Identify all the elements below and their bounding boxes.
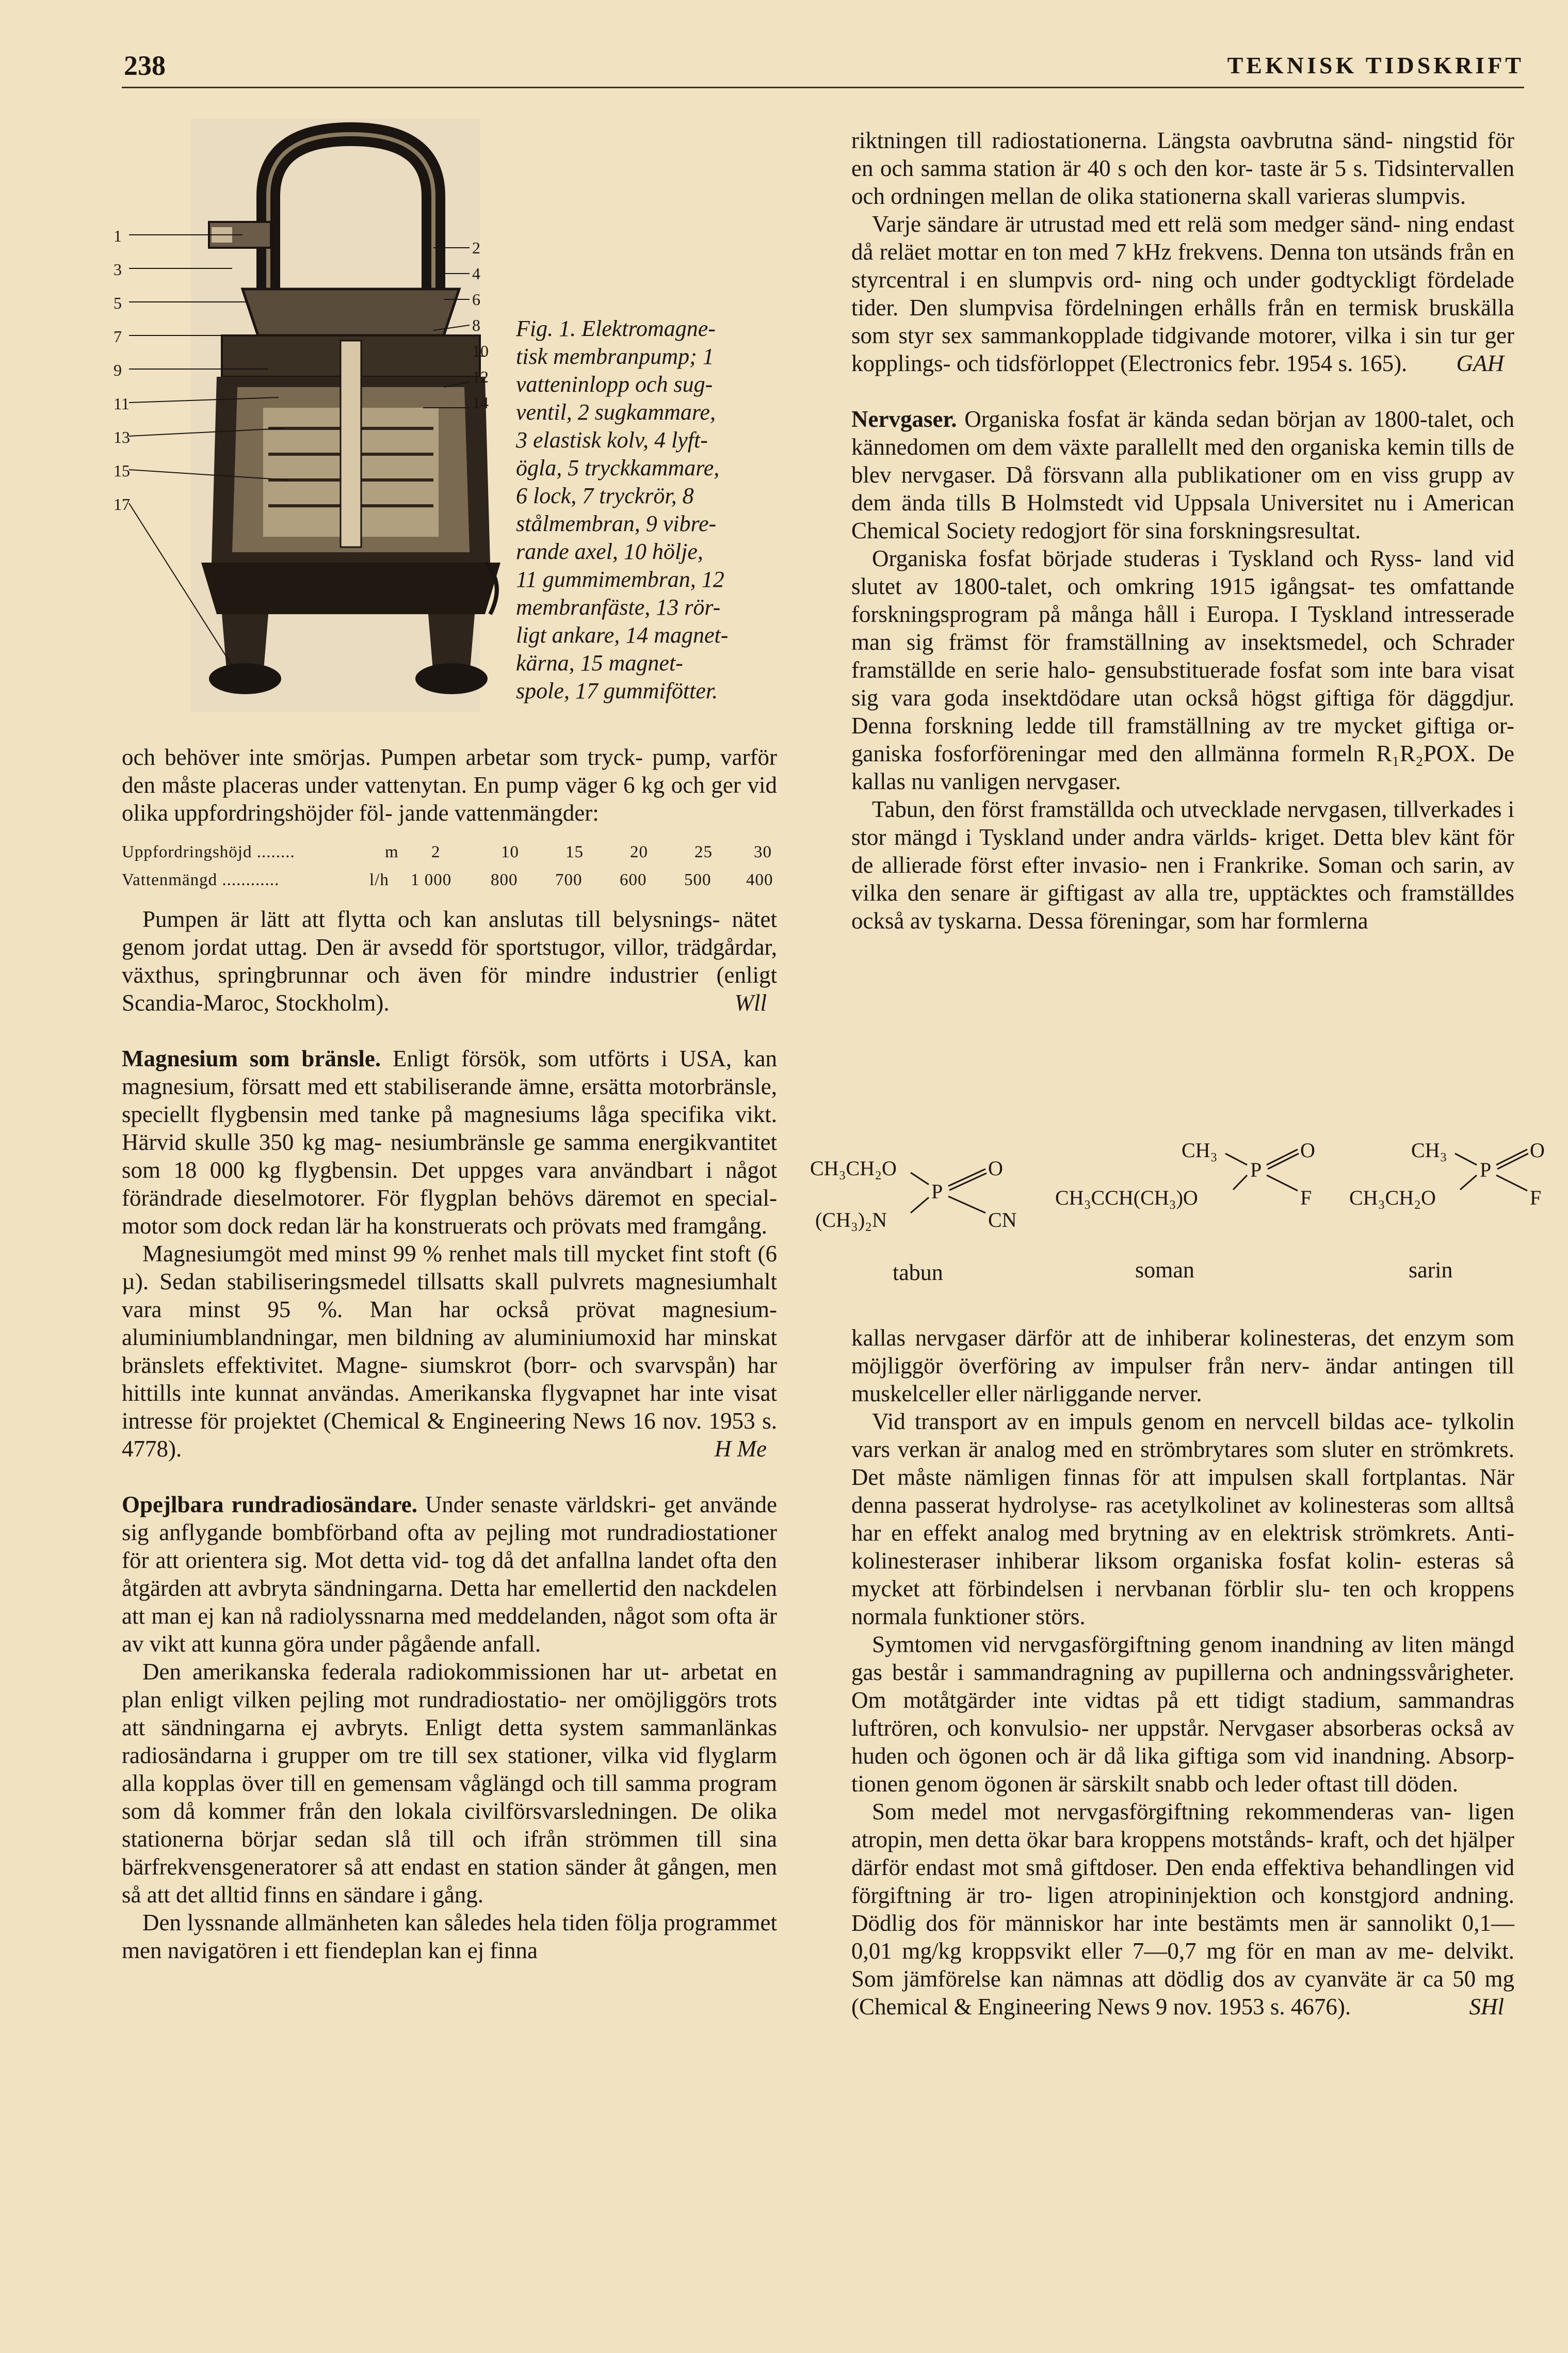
magnesium-paragraph: Magnesiumgöt med minst 99 % renhet mals till mycket fint stoft (6 µ). Sedan stabiliseringsmedel tillsatts skall pulvrets magnesiumhalt vara minst 95 %. Man har också prövat magnesium-aluminiumblandningar, men bildning av aluminiumoxid har minskat bränslets effektivitet. Magne- siumskrot (borr- och svarvspån) har hittills inte kunnat användas. Amerikanska flygvapnet har inte visat intresse för projektet (Chemical & Engineering News 16 nov. 1953 s. 4778). H Me (122, 1241, 778, 1462)
signature: SHl (1469, 1994, 1504, 2020)
caption-line: ventil, 2 sugkammare, (516, 399, 716, 425)
table-cell: 2 (431, 843, 441, 861)
table-cell: 600 (620, 871, 647, 889)
table-row (122, 866, 777, 894)
callout-6: 6 (472, 290, 480, 309)
callouts-right (472, 235, 498, 415)
caption-line: 11 gummimembran, 12 (516, 567, 724, 592)
magnesium-paragraph: Magnesium som bränsle. Enligt försök, som utförts i USA, kan magnesium, försatt med ett stabiliserande ämne, ersätta motorbränsle, speciellt flygbensin med tanke på magnesiums låga specifika vikt. Härvid skulle 350 kg mag- nesiumbränsle ge samma energikvantitet som 18 000 kg flygbensin. Det uppges vara användbart i något förändrade dieselmotorer. För flygplan behövs däremot en special- motor som dock redan lär ha konstruerats och prövats med framgång. (122, 1046, 778, 1239)
caption-line: membranfäste, 13 rör- (516, 595, 721, 620)
radio-paragraph: Varje sändare är utrustad med ett relä som medger sänd- ning endast då reläet mottar en ton med 7 kHz frekvens. Denna ton utsänds från en styrcentral i en slumpvis ord- ning och under godtyckligt fördelade tider. Den slumpvisa fördelningen erhålls från en termisk bruskälla som styr sex sammankopplade tidgivande motorer, vilka i sin tur ger kopplings- och tidsförloppet (Electronics febr. 1954 s. 165). GAH (851, 211, 1515, 376)
radio-paragraph: Opejlbara rundradiosändare. Under senaste världskri- get använde sig anflygande bombförband ofta av pejling mot rundradiostationer för att orientera sig. Mot detta vid- tog då det anfallna landet ofta den åtgärden att avbryta sändningarna. Detta har emellertid den nackdelen att man ej kan nå radiolyssnarna med meddelanden, något som ofta är av vikt att kunna göra under pågående anfall. (122, 1492, 778, 1657)
table-cell: 1 000 (411, 871, 452, 889)
signature: H Me (714, 1436, 767, 1462)
header-rule (122, 87, 1524, 88)
formula-atom: O (1300, 1139, 1315, 1162)
page-number: 238 (124, 50, 166, 81)
callout-14: 14 (472, 393, 489, 412)
caption-line: spole, 17 gummifötter. (516, 678, 718, 703)
table-cell: 20 (630, 843, 648, 861)
nerve-gas-paragraph: Som medel mot nervgasförgiftning rekommenderas van- ligen atropin, men detta ökar bara kroppens motstånds- kraft, och det hjälper därför endast mot små giftdoser. Den enda effektiva behandlingen vid förgiftning är tro- ligen atropininjektion och konstgjord andning. Dödlig dos för människor har inte bestämts men är sannolikt 0,1— 0,01 mg/kg kroppsvikt eller 7—0,7 mg för en man av me- delvikt. Som jämförelse kan nämnas att dödlig dos av cyanväte är ca 50 mg (Chemical & Engineering News 9 nov. 1953 s. 4676). SHl (851, 1799, 1515, 2020)
callouts-left (114, 219, 129, 521)
nerve-gas-paragraph: Nervgaser. Organiska fosfat är kända sedan början av 1800-talet, och kännedomen om dem växte parallellt med den organiska kemin tills de blev nervgaser. Då försvann alla publikationer om en viss grupp av dem ända tills B Holmstedt vid Uppsala Universitet nu i American Chemical Society redogjort för sina forskningsresultat. (851, 406, 1515, 543)
nerve-gas-paragraph: Tabun, den först framställda och utvecklade nervgasen, tillverkades i stor mängd i Tyskland under andra världs- kriget. Detta blev känt för de allierade först efter invasio- nen i Frankrike. Soman och sarin, av vilka den senare är giftigast av alla tre, upptäcktes och framställdes också av tyskarna. Dessa föreningar, som har formlerna (851, 796, 1515, 934)
right-column (851, 126, 1514, 935)
radio-continued: riktningen till radiostationerna. Längsta oavbrutna sänd- ningstid för en och samma station är 40 s och den kor- taste är 5 s. Tidsintervallen och ordningen mellan de olika stationerna skall varieras slumpvis. (851, 127, 1515, 209)
formula-name: sarin (1409, 1257, 1453, 1283)
callout-12: 12 (472, 367, 489, 386)
formula-tabun (810, 1156, 1053, 1290)
formula-name: tabun (893, 1260, 943, 1285)
formula-group: (CH₃)₂N (815, 1208, 887, 1231)
formula-atom: F (1530, 1186, 1542, 1209)
formula-soman (1055, 1138, 1344, 1293)
nerve-gas-paragraph: Symtomen vid nervgasförgiftning genom inandning av liten mängd gas består i sammandragning av pupillerna och andningssvårigheter. Om motåtgärder inte vidtas på ett tidigt stadium, sammandras luftrören, och konvulsio- ner uppstår. Nervgaser absorberas också av huden och ögonen och är då lika giftiga som vid inandning. Absorp- tionen genom ögonen är särskilt snabb och leder oftast till döden. (851, 1631, 1515, 1797)
figure-caption (516, 315, 784, 705)
formula-group: CN (988, 1208, 1017, 1231)
bond-lines (1349, 1138, 1556, 1241)
caption-line: 3 elastisk kolv, 4 lyft- (516, 427, 708, 453)
table-cell: 25 (694, 843, 713, 861)
table-cell: 15 (565, 843, 584, 861)
callout-4: 4 (472, 264, 480, 283)
callout-8: 8 (472, 316, 480, 334)
signature: Wll (734, 990, 767, 1016)
formula-atom: P (1250, 1158, 1262, 1181)
formula-atom: O (988, 1157, 1003, 1180)
callout-11: 11 (114, 394, 130, 413)
table-unit: l/h (369, 871, 389, 889)
signature: GAH (1456, 350, 1504, 376)
callout-5: 5 (114, 294, 122, 312)
callout-1: 1 (114, 227, 122, 245)
formula-group: CH₃CCH(CH₃)O (1055, 1186, 1198, 1209)
table-unit: m (385, 843, 399, 861)
table-cell: 700 (555, 871, 583, 889)
bond-lines (810, 1156, 1053, 1259)
pump-intro: och behöver inte smörjas. Pumpen arbetar som tryck- pump, varför den måste placeras under vattenytan. En pump väger 6 kg och ger vid olika uppfordringshöjder föl- jande vattenmängder: (122, 744, 778, 826)
table-cell: 800 (491, 871, 518, 889)
caption-line: 6 lock, 7 tryckrör, 8 (516, 483, 694, 508)
table-label: Uppfordringshöjd ........ (122, 843, 295, 861)
pump-figure (114, 119, 506, 743)
table-cell: 10 (501, 843, 519, 861)
nerve-gas-paragraph: Vid transport av en impuls genom en nervcell bildas ace- tylkolin vars verkan är analog med en strömbrytares som sluter en strömkrets. Det måste nämligen finnas för att impulsen skall fortplantas. När denna passerat hydrolyse- ras acetylkolinet av kolinesteras som alltså har en effekt analog med brytning av en elektrisk strömkrets. Anti- kolinesteraser inhiberar liksom organiska fosfat kolin- esteras så mycket att förbindelsen i nervbanan förblir slu- ten och kroppens normala funktioner störs. (851, 1408, 1515, 1629)
caption-line: kärna, 15 magnet- (516, 650, 683, 676)
table-cell: 400 (746, 871, 773, 889)
callout-7: 7 (114, 327, 122, 346)
table-cell: 500 (684, 871, 712, 889)
formula-group: CH₃ (1411, 1139, 1447, 1162)
callout-2: 2 (472, 238, 480, 257)
formula-atom: P (931, 1180, 943, 1203)
formula-group: CH₃ (1182, 1139, 1218, 1162)
capacity-table (122, 838, 777, 894)
formula-atom: P (1480, 1158, 1492, 1181)
formula-name: soman (1135, 1257, 1194, 1283)
caption-line: ligt ankare, 14 magnet- (516, 622, 729, 648)
bond-lines (1055, 1138, 1344, 1241)
callout-17: 17 (114, 495, 130, 514)
radio-paragraph: Den amerikanska federala radiokommissionen har ut- arbetat en plan enligt vilken pejling mot rundradiostatio- ner omöjliggörs trots att sändningarna ej avbryts. Enligt detta system sammanlänkas radiosändarna i grupper om tre till sex stationer, vilka vid flyglarm alla kopplas över till en gemensam våglängd och till samma program som då kommer från den lokala civilförsvarsledningen. De olika stationerna börjar sedan slå till och ifrån strömmen till sina bärfrekvensgeneratorer så att endast en station sänder åt gången, men så att det alltid finns en sändare i gång. (122, 1659, 778, 1908)
caption-line: stålmembran, 9 vibre- (516, 511, 717, 536)
formula-group: CH₃CH₂O (810, 1157, 897, 1180)
section-heading: Opejlbara rundradiosändare. (122, 1492, 417, 1517)
section-heading: Nervgaser. (851, 406, 957, 432)
callout-15: 15 (114, 461, 130, 480)
caption-line: vatteninlopp och sug- (516, 372, 713, 397)
caption-line: tisk membranpump; 1 (516, 344, 714, 369)
table-label: Vattenmängd ............ (122, 871, 280, 889)
caption-line: rande axel, 10 hölje, (516, 539, 703, 564)
running-head: TEKNISK TIDSKRIFT (1227, 52, 1524, 78)
left-column (122, 743, 777, 1964)
formula-atom: F (1300, 1186, 1312, 1209)
callout-13: 13 (114, 428, 130, 446)
nerve-gas-paragraph: kallas nervgaser därför att de inhiberar kolinesteras, det enzym som möjliggör överföring av impulser från nerv- ändar antingen till muskelceller eller närliggande nerver. (851, 1325, 1515, 1406)
formula-group: CH₃CH₂O (1349, 1186, 1436, 1209)
caption-line: Fig. 1. Elektromagne- (516, 316, 716, 341)
callout-10: 10 (472, 342, 489, 360)
formula-sarin (1349, 1138, 1556, 1293)
pump-illustration (114, 119, 506, 743)
callout-3: 3 (114, 260, 122, 279)
caption-line: ögla, 5 tryckkammare, (516, 455, 720, 481)
section-heading: Magnesium som bränsle. (122, 1046, 381, 1071)
table-row (122, 838, 777, 866)
radio-paragraph: Den lyssnande allmänheten kan således hela tiden följa programmet men navigatören i ett fiendeplan kan ej finna (122, 1910, 778, 1963)
formula-atom: O (1530, 1139, 1545, 1162)
callout-9: 9 (114, 361, 122, 379)
table-cell: 30 (754, 843, 772, 861)
pump-paragraph: Pumpen är lätt att flytta och kan anslutas till belysnings- nätet genom jordat uttag. Den är avsedd för sportstugor, villor, trädgårdar, växthus, springbrunnar och även för mindre industrier (enligt Scandia-Maroc, Stockholm). Wll (122, 906, 777, 1016)
nerve-gas-paragraph: Organiska fosfat började studeras i Tyskland och Ryss- land vid slutet av 1800-talet, och omkring 1915 igångsat- tes omfattande forskningsprogram på många håll i Europa. I Tyskland intresserade man sig främst för framställning av insektsmedel, och Schrader framställde en serie halo- gensubstituerade fosfat som inte bara visat sig vara goda insektdödare utan också högst giftiga för däggdjur. Denna forskning ledde till framställning av tre mycket giftiga or- ganiska fosforföreningar med den allmänna formeln R₁R₂POX. De kallas nu vanligen nervgaser. (851, 546, 1515, 794)
right-column-lower (851, 1324, 1514, 2021)
